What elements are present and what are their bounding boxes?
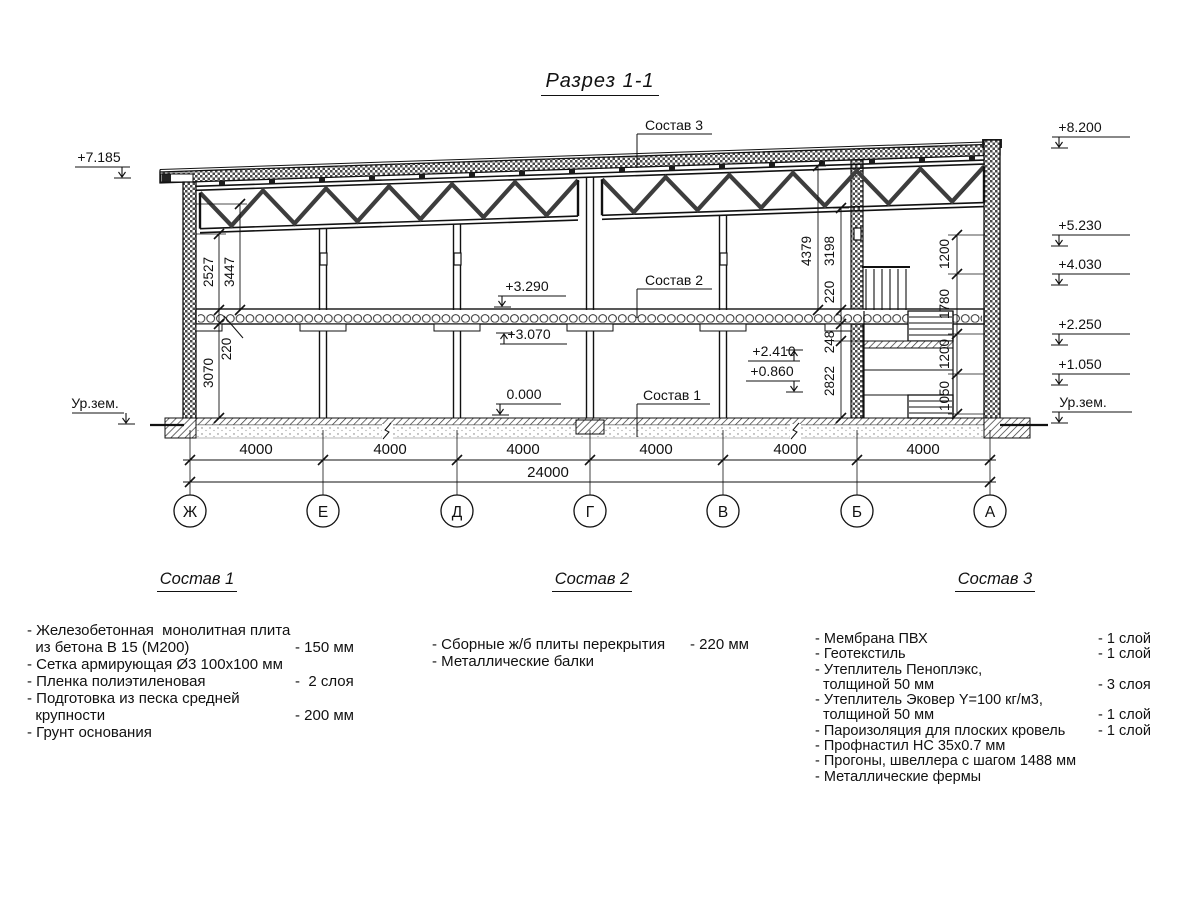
drawing-stroke: [619, 168, 625, 172]
axis-label-e: Е: [317, 504, 329, 521]
break-symbol: [790, 423, 801, 439]
elevation-stair-upper: +2.410: [752, 343, 796, 359]
list-item: - Металлические балки: [432, 653, 594, 670]
dim-2822: 2822: [822, 365, 837, 397]
dim-bay-3: 4000: [506, 441, 540, 458]
elevation-slab-top: +3.290: [505, 278, 549, 294]
dim-bay-5: 4000: [773, 441, 807, 458]
drawing-stroke: [519, 171, 525, 175]
legend-sostav1: [27, 570, 367, 741]
dim-220-left: 220: [219, 337, 234, 361]
section-title: Разрез 1-1: [541, 70, 658, 96]
roof: [160, 139, 1002, 183]
list-item: - Профнастил НС 35х0.7 мм: [815, 738, 1006, 755]
dim-bay-6: 4000: [906, 441, 940, 458]
drawing-stroke: [219, 181, 225, 185]
list-item: - Сетка армирующая Ø3 100х100 мм: [27, 656, 283, 673]
dim-1200-a: 1200: [937, 238, 952, 270]
drawing-stroke: [969, 156, 975, 160]
drawing-stroke: [319, 178, 325, 182]
list-item: толщиной 50 мм - 1 слой: [815, 707, 1151, 724]
drawing-stroke: [269, 179, 275, 183]
roof-gutter-block: [162, 175, 171, 182]
legend-sostav1-heading: Состав 1: [27, 570, 367, 592]
ground-level-label-right: Ур.зем.: [1059, 394, 1107, 410]
axis-label-d: Д: [451, 504, 463, 521]
legend-sostav3: [815, 570, 1175, 785]
drawing-stroke: [719, 164, 725, 168]
list-item: - Прогоны, швеллера с шагом 1488 мм: [815, 753, 1077, 770]
dim-bay-1: 4000: [239, 441, 273, 458]
list-item: - Пленка полиэтиленовая - 2 слоя: [27, 673, 354, 690]
drawing-stroke: [869, 159, 875, 163]
break-symbol: [382, 423, 393, 439]
dim-220-right: 220: [822, 280, 837, 304]
axis-label-v: В: [717, 504, 729, 521]
elevation-slab-bottom: +3.070: [507, 326, 551, 342]
left-wall: [183, 182, 196, 425]
elevation-right-3: +4.030: [1058, 256, 1102, 272]
elevation-right-1: +8.200: [1058, 119, 1102, 135]
dim-3198: 3198: [822, 235, 837, 267]
list-item: - Железобетонная монолитная плита: [27, 622, 291, 639]
elevation-right-5: +1.050: [1058, 356, 1102, 372]
legend-sostav2: [432, 570, 752, 670]
interior-wall-b: [851, 160, 863, 418]
drawing-stroke: [320, 253, 327, 265]
elevation-right-4: +2.250: [1058, 316, 1102, 332]
drawing-stroke: [469, 173, 475, 177]
list-item: - Утеплитель Пеноплэкс,: [815, 661, 983, 678]
slab-beam: [700, 324, 746, 331]
list-item: из бетона В 15 (М200) - 150 мм: [27, 639, 354, 656]
dim-total: 24000: [527, 464, 569, 481]
drawing-stroke: [369, 176, 375, 180]
slab-beam: [300, 324, 346, 331]
elevation-right-2: +5.230: [1058, 217, 1102, 233]
slab-beam: [567, 324, 613, 331]
list-item: крупности - 200 мм: [27, 707, 354, 724]
legend-sostav2-heading: Состав 2: [432, 570, 752, 592]
dim-2527: 2527: [201, 256, 216, 288]
elevation-zero: 0.000: [506, 386, 542, 402]
list-item: толщиной 50 мм - 3 слоя: [815, 676, 1151, 693]
foundation-right: [984, 418, 1030, 438]
drawing-stroke: [454, 253, 461, 265]
drawing-stroke: [200, 180, 578, 226]
right-wall: [984, 140, 1000, 425]
callout-sostav3: Состав 3: [644, 117, 704, 133]
axis-bubbles: [174, 495, 1006, 527]
list-item: - Подготовка из песка средней: [27, 690, 240, 707]
dim-3447: 3447: [222, 256, 237, 288]
drawing-stroke: [919, 158, 925, 162]
list-item: - Сборные ж/б плиты перекрытия - 220 мм: [432, 636, 749, 653]
drawing-stroke: [569, 169, 575, 173]
dim-1200-b: 1200: [937, 338, 952, 370]
elevation-stair-lower: +0.860: [750, 363, 794, 379]
slab-beam: [434, 324, 480, 331]
legend-sostav3-heading: Состав 3: [815, 570, 1175, 592]
dim-1780: 1780: [937, 288, 952, 320]
list-item: - Металлические фермы: [815, 768, 982, 785]
list-item: - Грунт основания: [27, 724, 152, 741]
floor-slab: [196, 309, 984, 331]
callout-sostav2: Состав 2: [644, 272, 704, 288]
list-item: - Пароизоляция для плоских кровель - 1 слой: [815, 722, 1151, 739]
dim-248: 248: [822, 330, 837, 354]
dim-4379: 4379: [799, 235, 814, 267]
drawing-stroke: [854, 228, 861, 240]
callout-sostav1: Состав 1: [642, 387, 702, 403]
drawing-stroke: [669, 166, 675, 170]
axis-label-a: А: [984, 504, 996, 521]
drawing-stroke: [720, 253, 727, 265]
ground-floor: [150, 418, 1048, 439]
foundation-left: [165, 418, 196, 438]
dim-1050: 1050: [937, 380, 952, 412]
elevation-left-top: +7.185: [77, 149, 121, 165]
dim-bay-2: 4000: [373, 441, 407, 458]
axis-label-zh: Ж: [182, 504, 198, 521]
list-item: - Геотекстиль - 1 слой: [815, 646, 1151, 663]
axis-label-g: Г: [585, 504, 595, 521]
drawing-stroke: [769, 163, 775, 167]
drawing-stroke: [419, 174, 425, 178]
ground-level-label-left: Ур.зем.: [71, 395, 119, 411]
drawing-stroke: [602, 167, 984, 213]
dim-3070: 3070: [201, 357, 216, 389]
dim-bay-4: 4000: [639, 441, 673, 458]
list-item: - Утеплитель Эковер Y=100 кг/м3,: [815, 692, 1043, 709]
axis-label-b: Б: [851, 504, 863, 521]
list-item: - Мембрана ПВХ - 1 слой: [815, 631, 1151, 647]
